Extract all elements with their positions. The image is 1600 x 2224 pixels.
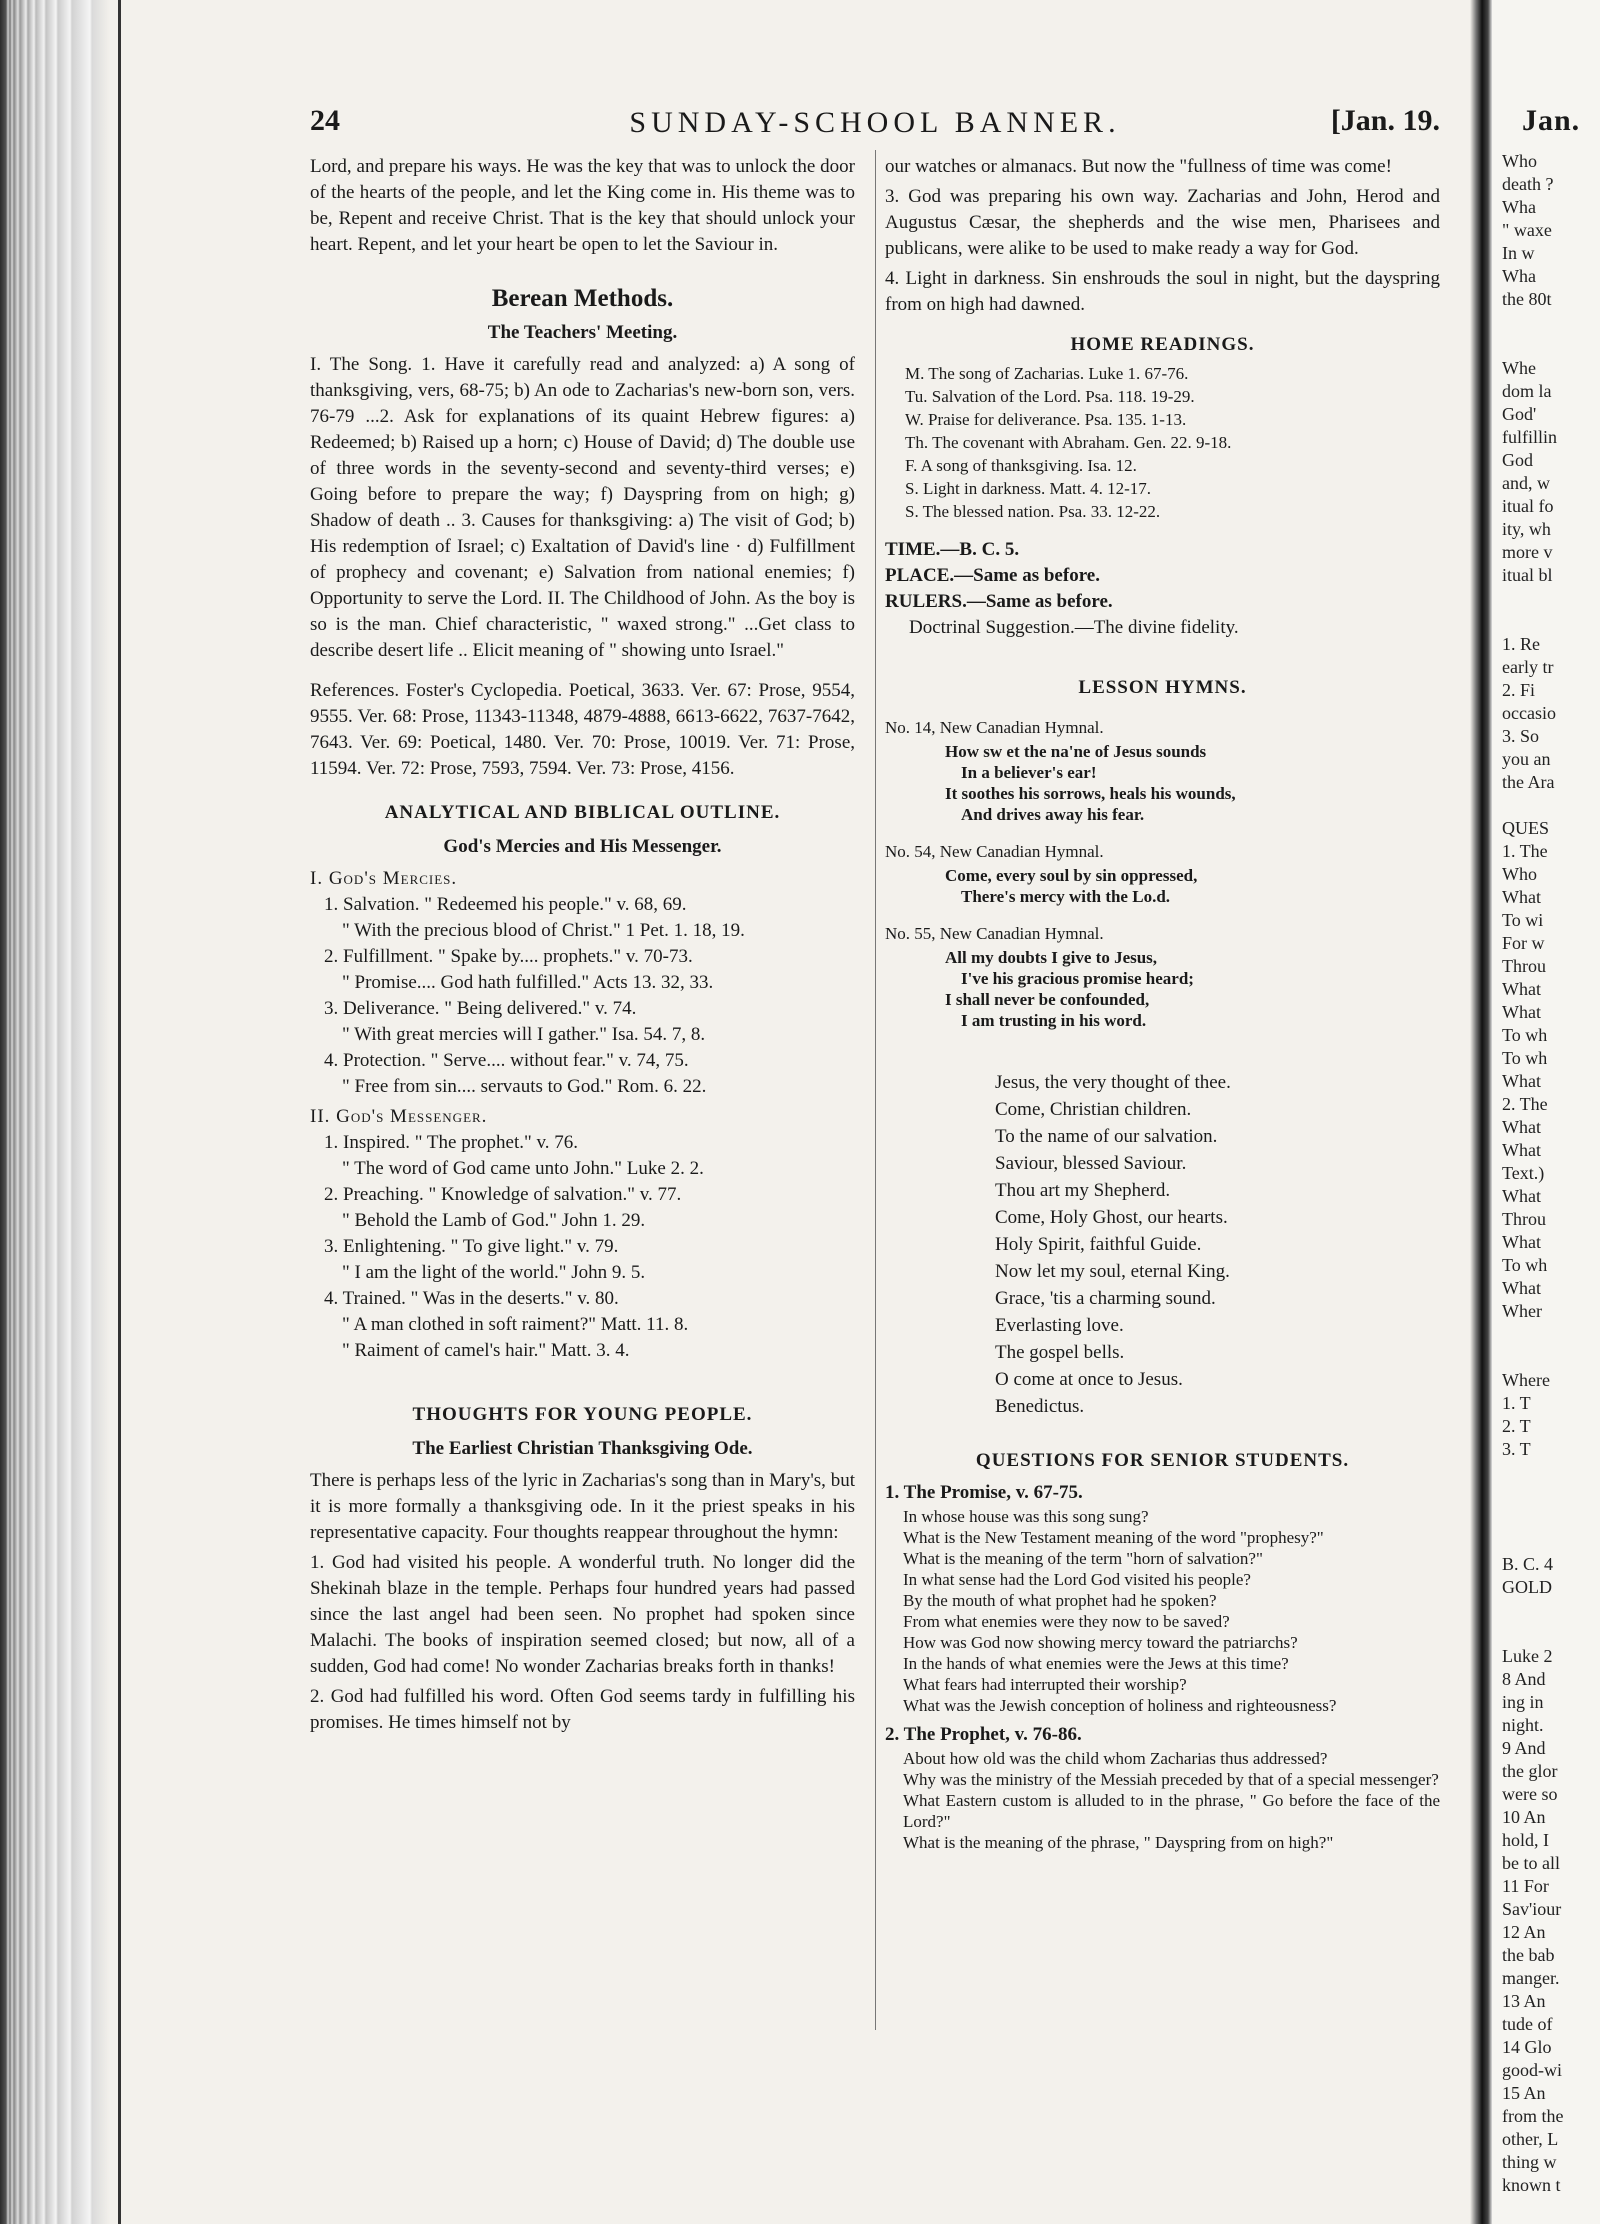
outline-q: " A man clothed in soft raiment?" Matt. 11. 8.: [342, 1314, 689, 1335]
outline-sec: II. God's Messenger.: [310, 1106, 488, 1127]
question: What is the meaning of the phrase, " Dayspring from on high?": [903, 1833, 1334, 1852]
outline-item: 3. Deliverance. " Being delivered." v. 74.: [324, 998, 637, 1019]
question: What was the Jewish conception of holiness and righteousness?: [903, 1696, 1337, 1715]
hymn-title: Come, Christian children.: [995, 1099, 1192, 1120]
hymn-title: Jesus, the very thought of thee.: [995, 1072, 1231, 1093]
question: From what enemies were they now to be saved?: [903, 1612, 1230, 1631]
outline-q: " Promise.... God hath fulfilled." Acts 13. 32, 33.: [342, 972, 714, 993]
teachers-meeting-text: I. The Song. 1. Have it carefully read and analyzed: a) A song of thanksgiving, vers, 68-75; b) An ode to Zacharias's new-born son, vers. 76-79 ...2. Ask for explanations of its quaint Hebrew figures: a) Redeemed; b) Raised up a horn; c) House of David; d) The double use of three words in the seventy-second and seventy-third verses; e) Going before to prepare the way; f) Dayspring from on high; g) Shadow of death .. 3. Causes for thanksgiving: a) The visit of God; b) His redemption of Israel; c) Exaltation of David's line · d) Fulfillment of prophecy and covenant; e) Salvation from national enemies; f) Opportunity to serve the Lord. II. The Childhood of John. As the boy is so is the man. Chief characteristic, " waxed strong." ...Get class to describe desert life .. Elicit meaning of " showing unto Israel.": [310, 354, 855, 661]
outline-sec: I. God's Mercies.: [310, 868, 458, 889]
outline-subheading: God's Mercies and His Messenger.: [443, 836, 722, 857]
home-reading-item: F. A song of thanksgiving. Isa. 12.: [905, 456, 1137, 475]
hymn-title: Holy Spirit, faithful Guide.: [995, 1234, 1202, 1255]
left-column: [310, 154, 855, 1740]
outline-item: 2. Fulfillment. " Spake by.... prophets." v. 70-73.: [324, 946, 693, 967]
outline-q: " With the precious blood of Christ." 1 Pet. 1. 18, 19.: [342, 920, 745, 941]
thoughts-heading: THOUGHTS FOR YOUNG PEOPLE.: [412, 1404, 753, 1425]
outline-item: 4. Protection. " Serve.... without fear." v. 74, 75.: [324, 1050, 689, 1071]
hymn-line: Come, every soul by sin oppressed,: [945, 866, 1198, 885]
promise-questions: [885, 1506, 1440, 1716]
question: What is the meaning of the term "horn of salvation?": [903, 1549, 1263, 1568]
thoughts-paragraph-1: There is perhaps less of the lyric in Zacharias's song than in Mary's, but it is more formally a thanksgiving ode. In it the priest speaks in his representative capacity. Four thoughts reappear throughout the hymn:: [310, 1470, 855, 1543]
time-line: TIME.—B. C. 5.: [885, 539, 1020, 560]
thoughts-subheading: The Earliest Christian Thanksgiving Ode.: [412, 1438, 753, 1459]
outline-item: 2. Preaching. " Knowledge of salvation." v. 77.: [324, 1184, 682, 1205]
home-reading-item: Tu. Salvation of the Lord. Psa. 118. 19-29.: [905, 387, 1195, 406]
outline-item: 1. Inspired. " The prophet." v. 76.: [324, 1132, 579, 1153]
doctrinal-suggestion: Doctrinal Suggestion.—The divine fidelity.: [909, 617, 1239, 638]
thought-3-paragraph: 3. God was preparing his own way. Zacharias and John, Herod and Augustus Cæsar, the shepherds and the wise men, Pharisees and publicans, were alike to be used to make ready a way for God.: [885, 186, 1440, 259]
promise-heading: 1. The Promise, v. 67-75.: [885, 1482, 1083, 1503]
question: What is the New Testament meaning of the word "prophesy?": [903, 1528, 1324, 1547]
outline-q: " Free from sin.... servauts to God." Rom. 6. 22.: [342, 1076, 707, 1097]
home-reading-item: S. Light in darkness. Matt. 4. 12-17.: [905, 479, 1152, 498]
thoughts-paragraph-2: 1. God had visited his people. A wonderful truth. No longer did the Shekinah blaze in the temple. Perhaps four hundred years had passed since the last angel had been seen. No prophet had spoken since Malachi. The books of inspiration seemed closed; but now, all of a sudden, God had come! No wonder Zacharias breaks forth in thanks!: [310, 1552, 855, 1677]
hymn-title: Thou art my Shepherd.: [995, 1180, 1171, 1201]
hymn-line: I shall never be confounded,: [945, 990, 1150, 1009]
teachers-meeting-heading: The Teachers' Meeting.: [487, 322, 678, 343]
berean-heading: Berean Methods.: [491, 285, 674, 312]
page-date: [Jan. 19.: [1330, 104, 1440, 137]
hymn-title: Benedictus.: [995, 1396, 1085, 1417]
right-column: [885, 154, 1440, 1853]
hymn-title: Saviour, blessed Saviour.: [995, 1153, 1187, 1174]
hymn-title: Now let my soul, eternal King.: [995, 1261, 1230, 1282]
outline-q: " The word of God came unto John." Luke 2. 2.: [342, 1158, 704, 1179]
hymn-number: No. 14, New Canadian Hymnal.: [885, 718, 1104, 737]
hymn-title: The gospel bells.: [995, 1342, 1125, 1363]
outline-q: " With great mercies will I gather." Isa. 54. 7, 8.: [342, 1024, 706, 1045]
hymn-line: I've his gracious promise heard;: [961, 969, 1194, 988]
hymn-titles-list: [885, 1069, 1440, 1420]
page-title: SUNDAY-SCHOOL BANNER.: [629, 106, 1121, 139]
hymn-number: No. 55, New Canadian Hymnal.: [885, 924, 1104, 943]
home-reading-item: S. The blessed nation. Psa. 33. 12-22.: [905, 502, 1161, 521]
rulers-line: RULERS.—Same as before.: [885, 591, 1113, 612]
home-reading-item: M. The song of Zacharias. Luke 1. 67-76.: [905, 364, 1189, 383]
question: What Eastern custom is alluded to in the phrase, " Go before the face of the Lord?": [903, 1791, 1440, 1831]
question: Why was the ministry of the Messiah preceded by that of a special messenger?: [903, 1770, 1439, 1789]
question: What fears had interrupted their worship?: [903, 1675, 1187, 1694]
references-text: References. Foster's Cyclopedia. Poetical, 3633. Ver. 67: Prose, 9554, 9555. Ver. 68: Prose, 11343-11348, 4879-4888, 6613-6622, 7637-7642, 7643. Ver. 69: Poetical, 1480. Ver. 70: Prose, 10019. Ver. 71: Prose, 11594. Ver. 72: Prose, 7593, 7594. Ver. 73: Prose, 4156.: [310, 680, 855, 779]
hymn-line: All my doubts I give to Jesus,: [945, 948, 1158, 967]
prophet-questions: [885, 1748, 1440, 1853]
hymn-title: O come at once to Jesus.: [995, 1369, 1183, 1390]
page-header: [310, 104, 1440, 146]
home-reading-item: Th. The covenant with Abraham. Gen. 22. 9-18.: [905, 433, 1232, 452]
hymn-title: Everlasting love.: [995, 1315, 1124, 1336]
question: How was God now showing mercy toward the patriarchs?: [903, 1633, 1298, 1652]
outline-q: " Behold the Lamb of God." John 1. 29.: [342, 1210, 646, 1231]
hymn-line: It soothes his sorrows, heals his wounds,: [945, 784, 1236, 803]
hymns-list: [885, 715, 1440, 1031]
page-number: 24: [310, 104, 340, 137]
outline-q: " I am the light of the world." John 9. 5.: [342, 1262, 646, 1283]
outline-item: 1. Salvation. " Redeemed his people." v. 68, 69.: [324, 894, 687, 915]
hymn-line: How sw et the na'ne of Jesus sounds: [945, 742, 1207, 761]
hymn-line: I am trusting in his word.: [961, 1011, 1147, 1030]
hymn-title: Grace, 'tis a charming sound.: [995, 1288, 1216, 1309]
question: In what sense had the Lord God visited his people?: [903, 1570, 1251, 1589]
outline-list: [310, 866, 855, 1364]
facing-page-edge: [1492, 0, 1600, 2224]
facing-page-header: Jan.: [1522, 104, 1581, 137]
hymn-number: No. 54, New Canadian Hymnal.: [885, 842, 1104, 861]
hymn-title: Come, Holy Ghost, our hearts.: [995, 1207, 1228, 1228]
home-reading-item: W. Praise for deliverance. Psa. 135. 1-13.: [905, 410, 1187, 429]
question: In the hands of what enemies were the Jews at this time?: [903, 1654, 1289, 1673]
hymn-line: And drives away his fear.: [961, 805, 1145, 824]
lesson-hymns-heading: LESSON HYMNS.: [1078, 677, 1247, 698]
thought-4-paragraph: 4. Light in darkness. Sin enshrouds the soul in night, but the dayspring from on high had dawned.: [885, 268, 1440, 315]
book-binding: [0, 0, 150, 2224]
questions-heading: QUESTIONS FOR SENIOR STUDENTS.: [975, 1450, 1350, 1471]
outline-item: 4. Trained. " Was in the deserts." v. 80.: [324, 1288, 619, 1309]
question: In whose house was this song sung?: [903, 1507, 1149, 1526]
outline-heading: ANALYTICAL AND BIBLICAL OUTLINE.: [384, 802, 781, 823]
question: By the mouth of what prophet had he spoken?: [903, 1591, 1217, 1610]
facing-page-text: Who death ? Wha " waxe In w Wha the 80t Whe dom la God' fulfillin God and, w itual fo ity, wh more v itual bl 1. Re early tr 2. Fi occasio 3. So you an the Ara QUES 1. The Who What To wi For w Throu What What To wh To wh What 2. The What What Text.) What Throu What To wh What Wher Where 1. T 2. T 3. T B. C. 4 GOLD Luke 2 8 And ing in night. 9 And the glor were so 10 An hold, I be to all 11 For Sav'iour 12 An the bab manger. 13 An tude of 14 Glo good-wi 15 An from the other, L thing w known t: [1502, 151, 1564, 2195]
continued-paragraph: our watches or almanacs. But now the "fullness of time was come!: [885, 156, 1392, 177]
outline-q: " Raiment of camel's hair." Matt. 3. 4.: [342, 1340, 630, 1361]
place-line: PLACE.—Same as before.: [885, 565, 1100, 586]
binding-edge: [118, 0, 121, 2224]
outline-item: 3. Enlightening. " To give light." v. 79.: [324, 1236, 619, 1257]
hymn-title: To the name of our salvation.: [995, 1126, 1218, 1147]
thoughts-paragraph-3: 2. God had fulfilled his word. Often God seems tardy in fulfilling his promises. He times himself not by: [310, 1686, 855, 1733]
home-readings-heading: HOME READINGS.: [1070, 334, 1255, 355]
hymn-line: There's mercy with the Lo.d.: [961, 887, 1171, 906]
hymn-line: In a believer's ear!: [961, 763, 1097, 782]
question: About how old was the child whom Zacharias thus addressed?: [903, 1749, 1328, 1768]
page-gutter-shadow: [1470, 0, 1492, 2224]
column-divider: [875, 150, 876, 2030]
intro-paragraph: Lord, and prepare his ways. He was the key that was to unlock the door of the hearts of the people, and let the King come in. His theme was to be, Repent and receive Christ. That is the key that should unlock your heart. Repent, and let your heart be open to let the Saviour in.: [310, 156, 855, 255]
prophet-heading: 2. The Prophet, v. 76-86.: [885, 1724, 1082, 1745]
home-readings-list: [885, 362, 1440, 523]
